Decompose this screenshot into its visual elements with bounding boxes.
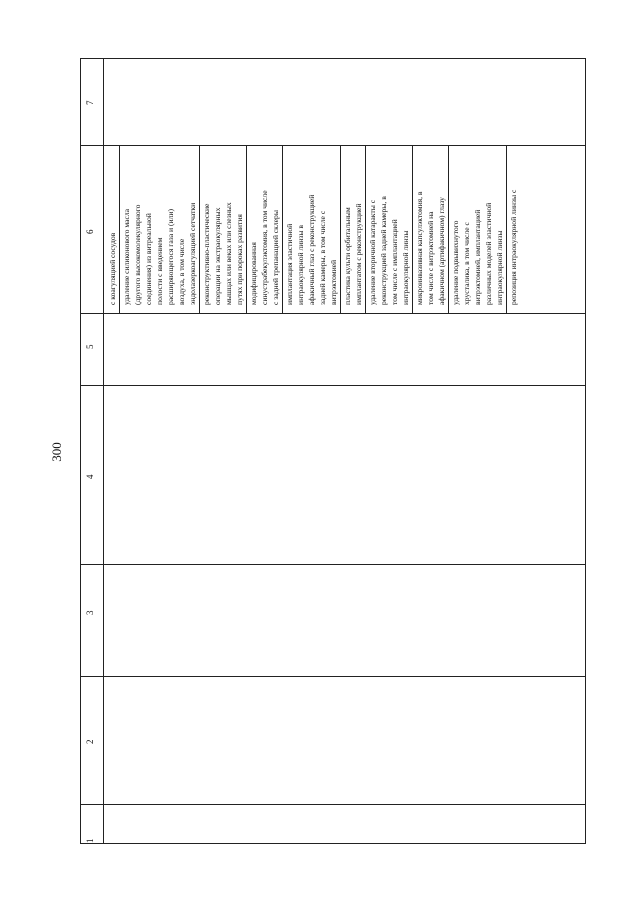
col-divider <box>103 59 104 843</box>
row-divider <box>81 385 585 386</box>
procedure-entry <box>248 190 281 305</box>
procedure-line: интраокулярной линзы в <box>296 225 305 305</box>
procedure-line: интраокулярной линзы <box>401 230 410 305</box>
page-number: 300 <box>49 442 64 462</box>
procedure-line: афакичном (артифакичном) глазу <box>437 197 446 305</box>
procedure-line: задней камеры, в том числе с <box>318 210 327 305</box>
procedure-line: том числе с витрэктомией на <box>426 211 435 305</box>
entry-divider <box>199 145 200 313</box>
procedure-line: эндолазеркоагуляцией сетчатки <box>188 202 197 305</box>
row-divider <box>81 804 585 805</box>
procedure-line: микроинвазивная капсулэктомия, в <box>415 191 424 305</box>
procedure-entry <box>284 195 339 305</box>
procedure-line: реконструкцией задней камеры, в <box>379 196 388 305</box>
procedure-entry <box>450 203 505 305</box>
procedure-line: афакичный глаз с реконструкцией <box>307 194 316 305</box>
procedure-entry <box>367 196 411 305</box>
entry-divider <box>119 145 120 313</box>
procedure-line: различных моделей эластичной <box>484 202 493 305</box>
entry-divider <box>340 145 341 313</box>
procedure-line: имплантатом с реконструкцией <box>354 203 363 305</box>
procedure-line: операции на экстраокулярных <box>213 207 222 305</box>
procedure-line: пластика культи орбитальным <box>343 207 352 305</box>
header-col-1: 1 <box>85 838 95 843</box>
procedure-entry <box>201 202 245 305</box>
procedure-entry <box>107 233 118 305</box>
procedure-line: (другого высокомолекулярного <box>133 204 142 305</box>
procedure-line: синустрабекулэктомия, в том числе <box>260 190 269 305</box>
procedure-line: удаление вторичной катаракты с <box>368 199 377 305</box>
header-col-6: 6 <box>85 229 95 234</box>
header-col-3: 3 <box>85 610 95 615</box>
procedure-line: с задней трепанацией склеры <box>271 210 280 305</box>
row-divider <box>81 676 585 677</box>
header-col-7: 7 <box>85 100 95 105</box>
procedure-entry <box>342 204 364 305</box>
header-col-5: 5 <box>85 344 95 349</box>
row-divider <box>81 313 585 314</box>
procedure-line: удаление подвывихнутого <box>451 220 460 305</box>
entry-divider <box>282 145 283 313</box>
procedure-table <box>80 58 586 844</box>
header-col-4: 4 <box>85 474 95 479</box>
header-col-2: 2 <box>85 739 95 744</box>
procedure-line: с коагуляцией сосудов <box>108 232 117 305</box>
row-divider <box>81 564 585 565</box>
procedure-line: витрэктомией <box>329 259 338 305</box>
entry-divider <box>365 145 366 313</box>
procedure-entry <box>508 190 519 305</box>
procedure-line: мышцах или веках или слезных <box>224 202 233 305</box>
procedure-line: витрэктомией, имплантацией <box>473 209 482 305</box>
procedure-line: том числе с имплантацией <box>390 219 399 305</box>
procedure-line: реконструктивно-пластические <box>202 203 211 305</box>
entry-divider <box>448 145 449 313</box>
procedure-line: соединения) из витреальной <box>144 213 153 305</box>
procedure-line: хрусталика, в том числе с <box>462 222 471 305</box>
entry-divider <box>246 145 247 313</box>
procedure-line: интраокулярной линзы <box>495 230 504 305</box>
procedure-line: воздуха, в том числе <box>177 238 186 305</box>
procedure-line: имплантация эластичной <box>285 223 294 305</box>
entry-divider <box>412 145 413 313</box>
procedure-entry <box>121 203 198 305</box>
row-divider <box>81 145 585 146</box>
entry-divider <box>506 145 507 313</box>
procedure-line: расширяющегося газа и (или) <box>166 209 175 305</box>
procedure-line: репозиция интраокулярной линзы с <box>509 189 518 305</box>
procedure-line: модифицированная <box>249 242 258 305</box>
procedure-entry <box>414 191 447 305</box>
procedure-line: путях при пороках развития <box>235 214 244 305</box>
procedure-line: полости с введением <box>155 237 164 305</box>
procedure-line: удаление силиконового масла <box>122 208 131 305</box>
